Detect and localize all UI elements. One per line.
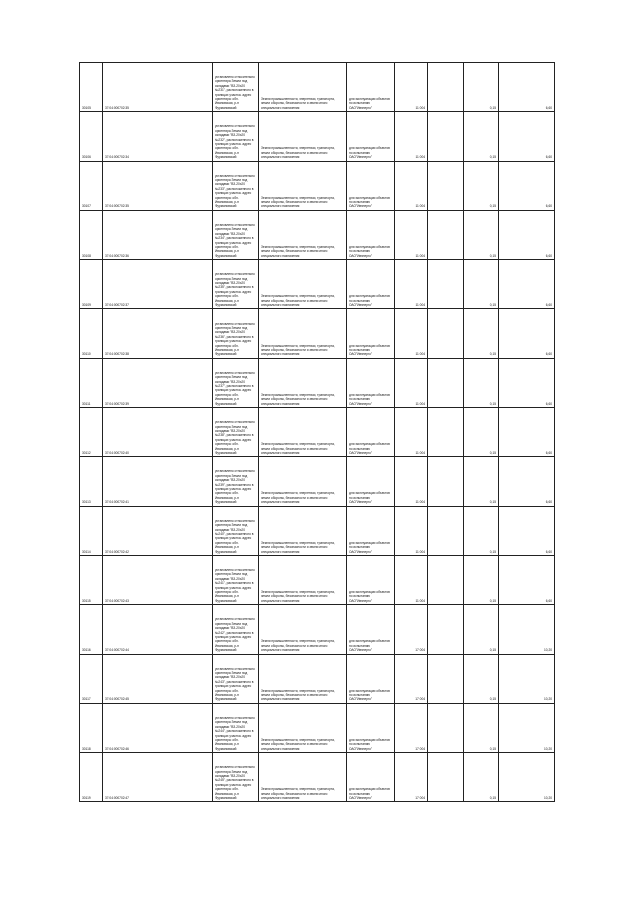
location-description: установлено относительно ориентира Земли под складами "ВЗ-20х20 №242", расположенного в границах участка. адрес ориентира: обл. Ивановская, р-н Фурмановский [213,605,259,654]
table-row [80,654,555,703]
permitted-use: для эксплуатации объектов по испытанию ОАО"Ивэнерго" [347,703,395,752]
location-description: установлено относительно ориентира Земли под складами "ВЗ-20х20 №243", расположенного в границах участка. адрес ориентира: обл. Ивановская, р-н Фурмановский [213,654,259,703]
tax-amount: 6,60 [499,358,555,407]
tax-rate: 0,15 [464,605,499,654]
empty-cell [428,703,464,752]
land-category: Земли промышленности, энергетики, транспорта, земли обороны, безопасности и земли иного специального назначения [259,112,347,161]
land-category: Земли промышленности, энергетики, транспорта, земли обороны, безопасности и земли иного специального назначения [259,753,347,802]
cadastral-number: 37:04:000702:40 [103,408,213,457]
row-number: 30107 [80,161,103,210]
land-category: Земли промышленности, энергетики, транспорта, земли обороны, безопасности и земли иного специального назначения [259,408,347,457]
row-number: 30110 [80,309,103,358]
row-number: 30114 [80,506,103,555]
area-value: 17 004 [395,753,428,802]
land-register-table [79,62,555,802]
land-category: Земли промышленности, энергетики, транспорта, земли обороны, безопасности и земли иного специального назначения [259,654,347,703]
area-value: 17 004 [395,654,428,703]
area-value: 11 004 [395,161,428,210]
row-number: 30117 [80,654,103,703]
row-number: 30109 [80,260,103,309]
area-value: 11 004 [395,63,428,112]
location-description: установлено относительно ориентира Земли под складами "ВЗ-20х20 №240", расположенного в границах участка. адрес ориентира: обл. Ивановская, р-н Фурмановский [213,506,259,555]
area-value: 11 004 [395,506,428,555]
empty-cell [428,555,464,604]
tax-amount: 6,60 [499,210,555,259]
tax-rate: 0,15 [464,753,499,802]
empty-cell [428,408,464,457]
cadastral-number: 37:04:000702:35 [103,161,213,210]
cadastral-number: 37:04:000702:43 [103,555,213,604]
table-row [80,210,555,259]
row-number: 30118 [80,703,103,752]
table-row [80,260,555,309]
permitted-use: для эксплуатации объектов по испытанию ОАО"Ивэнерго" [347,112,395,161]
empty-cell [428,358,464,407]
land-category: Земли промышленности, энергетики, транспорта, земли обороны, безопасности и земли иного специального назначения [259,506,347,555]
empty-cell [428,112,464,161]
tax-rate: 0,15 [464,63,499,112]
table-body [80,63,555,802]
area-value: 11 004 [395,309,428,358]
tax-rate: 0,15 [464,210,499,259]
permitted-use: для эксплуатации объектов по испытанию ОАО"Ивэнерго" [347,63,395,112]
location-description: установлено относительно ориентира Земли под складами "ВЗ-20х20 №239", расположенного в границах участка. адрес ориентира: обл. Ивановская, р-н Фурмановский [213,457,259,506]
tax-amount: 6,60 [499,112,555,161]
area-value: 11 004 [395,260,428,309]
location-description: установлено относительно ориентира Земли под складами "ВЗ-20х20 №232", расположенного в границах участка. адрес ориентира: обл. Ивановская, р-н Фурмановский [213,112,259,161]
area-value: 11 004 [395,555,428,604]
permitted-use: для эксплуатации объектов по испытанию ОАО"Ивэнерго" [347,654,395,703]
land-category: Земли промышленности, энергетики, транспорта, земли обороны, безопасности и земли иного специального назначения [259,703,347,752]
location-description: установлено относительно ориентира Земли под складами "ВЗ-20х20 №235", расположенного в границах участка. адрес ориентира: обл. Ивановская, р-н Фурмановский [213,260,259,309]
area-value: 11 004 [395,408,428,457]
area-value: 17 004 [395,703,428,752]
land-category: Земли промышленности, энергетики, транспорта, земли обороны, безопасности и земли иного специального назначения [259,210,347,259]
tax-rate: 0,15 [464,654,499,703]
empty-cell [428,753,464,802]
cadastral-number: 37:04:000702:36 [103,210,213,259]
table-row [80,506,555,555]
land-category: Земли промышленности, энергетики, транспорта, земли обороны, безопасности и земли иного специального назначения [259,457,347,506]
row-number: 30119 [80,753,103,802]
table-row [80,161,555,210]
land-category: Земли промышленности, энергетики, транспорта, земли обороны, безопасности и земли иного специального назначения [259,161,347,210]
table-row [80,753,555,802]
area-value: 11 004 [395,210,428,259]
row-number: 30113 [80,457,103,506]
cadastral-number: 37:04:000702:45 [103,654,213,703]
tax-amount: 10,20 [499,605,555,654]
permitted-use: для эксплуатации объектов по испытанию ОАО"Ивэнерго" [347,457,395,506]
cadastral-number: 37:04:000702:42 [103,506,213,555]
tax-rate: 0,15 [464,358,499,407]
tax-amount: 6,60 [499,506,555,555]
location-description: установлено относительно ориентира Земли под складами "ВЗ-20х20 №237", расположенного в границах участка. адрес ориентира: обл. Ивановская, р-н Фурмановский [213,358,259,407]
permitted-use: для эксплуатации объектов по испытанию ОАО"Ивэнерго" [347,605,395,654]
land-category: Земли промышленности, энергетики, транспорта, земли обороны, безопасности и земли иного специального назначения [259,63,347,112]
row-number: 30115 [80,555,103,604]
tax-rate: 0,15 [464,703,499,752]
table-row [80,408,555,457]
cadastral-number: 37:04:000702:37 [103,260,213,309]
land-category: Земли промышленности, энергетики, транспорта, земли обороны, безопасности и земли иного специального назначения [259,605,347,654]
tax-rate: 0,15 [464,309,499,358]
land-category: Земли промышленности, энергетики, транспорта, земли обороны, безопасности и земли иного специального назначения [259,260,347,309]
location-description: установлено относительно ориентира Земли под складами "ВЗ-20х20 №245", расположенного в границах участка. адрес ориентира: обл. Ивановская, р-н Фурмановский [213,753,259,802]
table-row [80,63,555,112]
row-number: 30116 [80,605,103,654]
table-row [80,358,555,407]
area-value: 17 004 [395,605,428,654]
permitted-use: для эксплуатации объектов по испытанию ОАО"Ивэнерго" [347,260,395,309]
area-value: 11 004 [395,358,428,407]
tax-amount: 6,60 [499,555,555,604]
location-description: установлено относительно ориентира Земли под складами "ВЗ-20х20 №244", расположенного в границах участка. адрес ориентира: обл. Ивановская, р-н Фурмановский [213,703,259,752]
table-row [80,703,555,752]
cadastral-number: 37:04:000702:38 [103,309,213,358]
location-description: установлено относительно ориентира Земли под складами "ВЗ-20х20 №231", расположенного в границах участка. адрес ориентира: обл. Ивановская, р-н Фурмановский [213,63,259,112]
area-value: 11 004 [395,112,428,161]
row-number: 30111 [80,358,103,407]
row-number: 30108 [80,210,103,259]
land-category: Земли промышленности, энергетики, транспорта, земли обороны, безопасности и земли иного специального назначения [259,309,347,358]
empty-cell [428,457,464,506]
tax-rate: 0,15 [464,555,499,604]
tax-rate: 0,15 [464,408,499,457]
tax-amount: 10,20 [499,753,555,802]
empty-cell [428,260,464,309]
tax-amount: 6,60 [499,408,555,457]
row-number: 30106 [80,112,103,161]
land-category: Земли промышленности, энергетики, транспорта, земли обороны, безопасности и земли иного специального назначения [259,555,347,604]
permitted-use: для эксплуатации объектов по испытанию ОАО"Ивэнерго" [347,506,395,555]
location-description: установлено относительно ориентира Земли под складами "ВЗ-20х20 №236", расположенного в границах участка. адрес ориентира: обл. Ивановская, р-н Фурмановский [213,309,259,358]
table-row [80,112,555,161]
permitted-use: для эксплуатации объектов по испытанию ОАО"Ивэнерго" [347,408,395,457]
tax-rate: 0,15 [464,112,499,161]
tax-amount: 6,60 [499,63,555,112]
tax-rate: 0,15 [464,161,499,210]
empty-cell [428,605,464,654]
permitted-use: для эксплуатации объектов по испытанию ОАО"Ивэнерго" [347,309,395,358]
tax-rate: 0,15 [464,457,499,506]
permitted-use: для эксплуатации объектов по испытанию ОАО"Ивэнерго" [347,210,395,259]
location-description: установлено относительно ориентира Земли под складами "ВЗ-20х20 №241", расположенного в границах участка. адрес ориентира: обл. Ивановская, р-н Фурмановский [213,555,259,604]
tax-rate: 0,15 [464,260,499,309]
empty-cell [428,210,464,259]
tax-amount: 10,20 [499,703,555,752]
tax-amount: 6,60 [499,260,555,309]
permitted-use: для эксплуатации объектов по испытанию ОАО"Ивэнерго" [347,753,395,802]
empty-cell [428,506,464,555]
tax-amount: 6,60 [499,457,555,506]
permitted-use: для эксплуатации объектов по испытанию ОАО"Ивэнерго" [347,161,395,210]
cadastral-number: 37:04:000702:39 [103,358,213,407]
tax-amount: 10,20 [499,654,555,703]
area-value: 11 004 [395,457,428,506]
table-row [80,555,555,604]
cadastral-number: 37:04:000702:34 [103,112,213,161]
table-row [80,309,555,358]
row-number: 30105 [80,63,103,112]
empty-cell [428,63,464,112]
tax-rate: 0,15 [464,506,499,555]
cadastral-number: 37:04:000702:47 [103,753,213,802]
location-description: установлено относительно ориентира Земли под складами "ВЗ-20х20 №233", расположенного в границах участка. адрес ориентира: обл. Ивановская, р-н Фурмановский [213,161,259,210]
tax-amount: 6,60 [499,161,555,210]
empty-cell [428,309,464,358]
location-description: установлено относительно ориентира Земли под складами "ВЗ-20х20 №238", расположенного в границах участка. адрес ориентира: обл. Ивановская, р-н Фурмановский [213,408,259,457]
empty-cell [428,161,464,210]
table-row [80,457,555,506]
tax-amount: 6,60 [499,309,555,358]
land-category: Земли промышленности, энергетики, транспорта, земли обороны, безопасности и земли иного специального назначения [259,358,347,407]
permitted-use: для эксплуатации объектов по испытанию ОАО"Ивэнерго" [347,555,395,604]
permitted-use: для эксплуатации объектов по испытанию ОАО"Ивэнерго" [347,358,395,407]
row-number: 30112 [80,408,103,457]
location-description: установлено относительно ориентира Земли под складами "ВЗ-20х20 №234", расположенного в границах участка. адрес ориентира: обл. Ивановская, р-н Фурмановский [213,210,259,259]
empty-cell [428,654,464,703]
cadastral-number: 37:04:000702:44 [103,605,213,654]
cadastral-number: 37:04:000702:35 [103,63,213,112]
cadastral-number: 37:04:000702:41 [103,457,213,506]
table-row [80,605,555,654]
cadastral-number: 37:04:000702:46 [103,703,213,752]
